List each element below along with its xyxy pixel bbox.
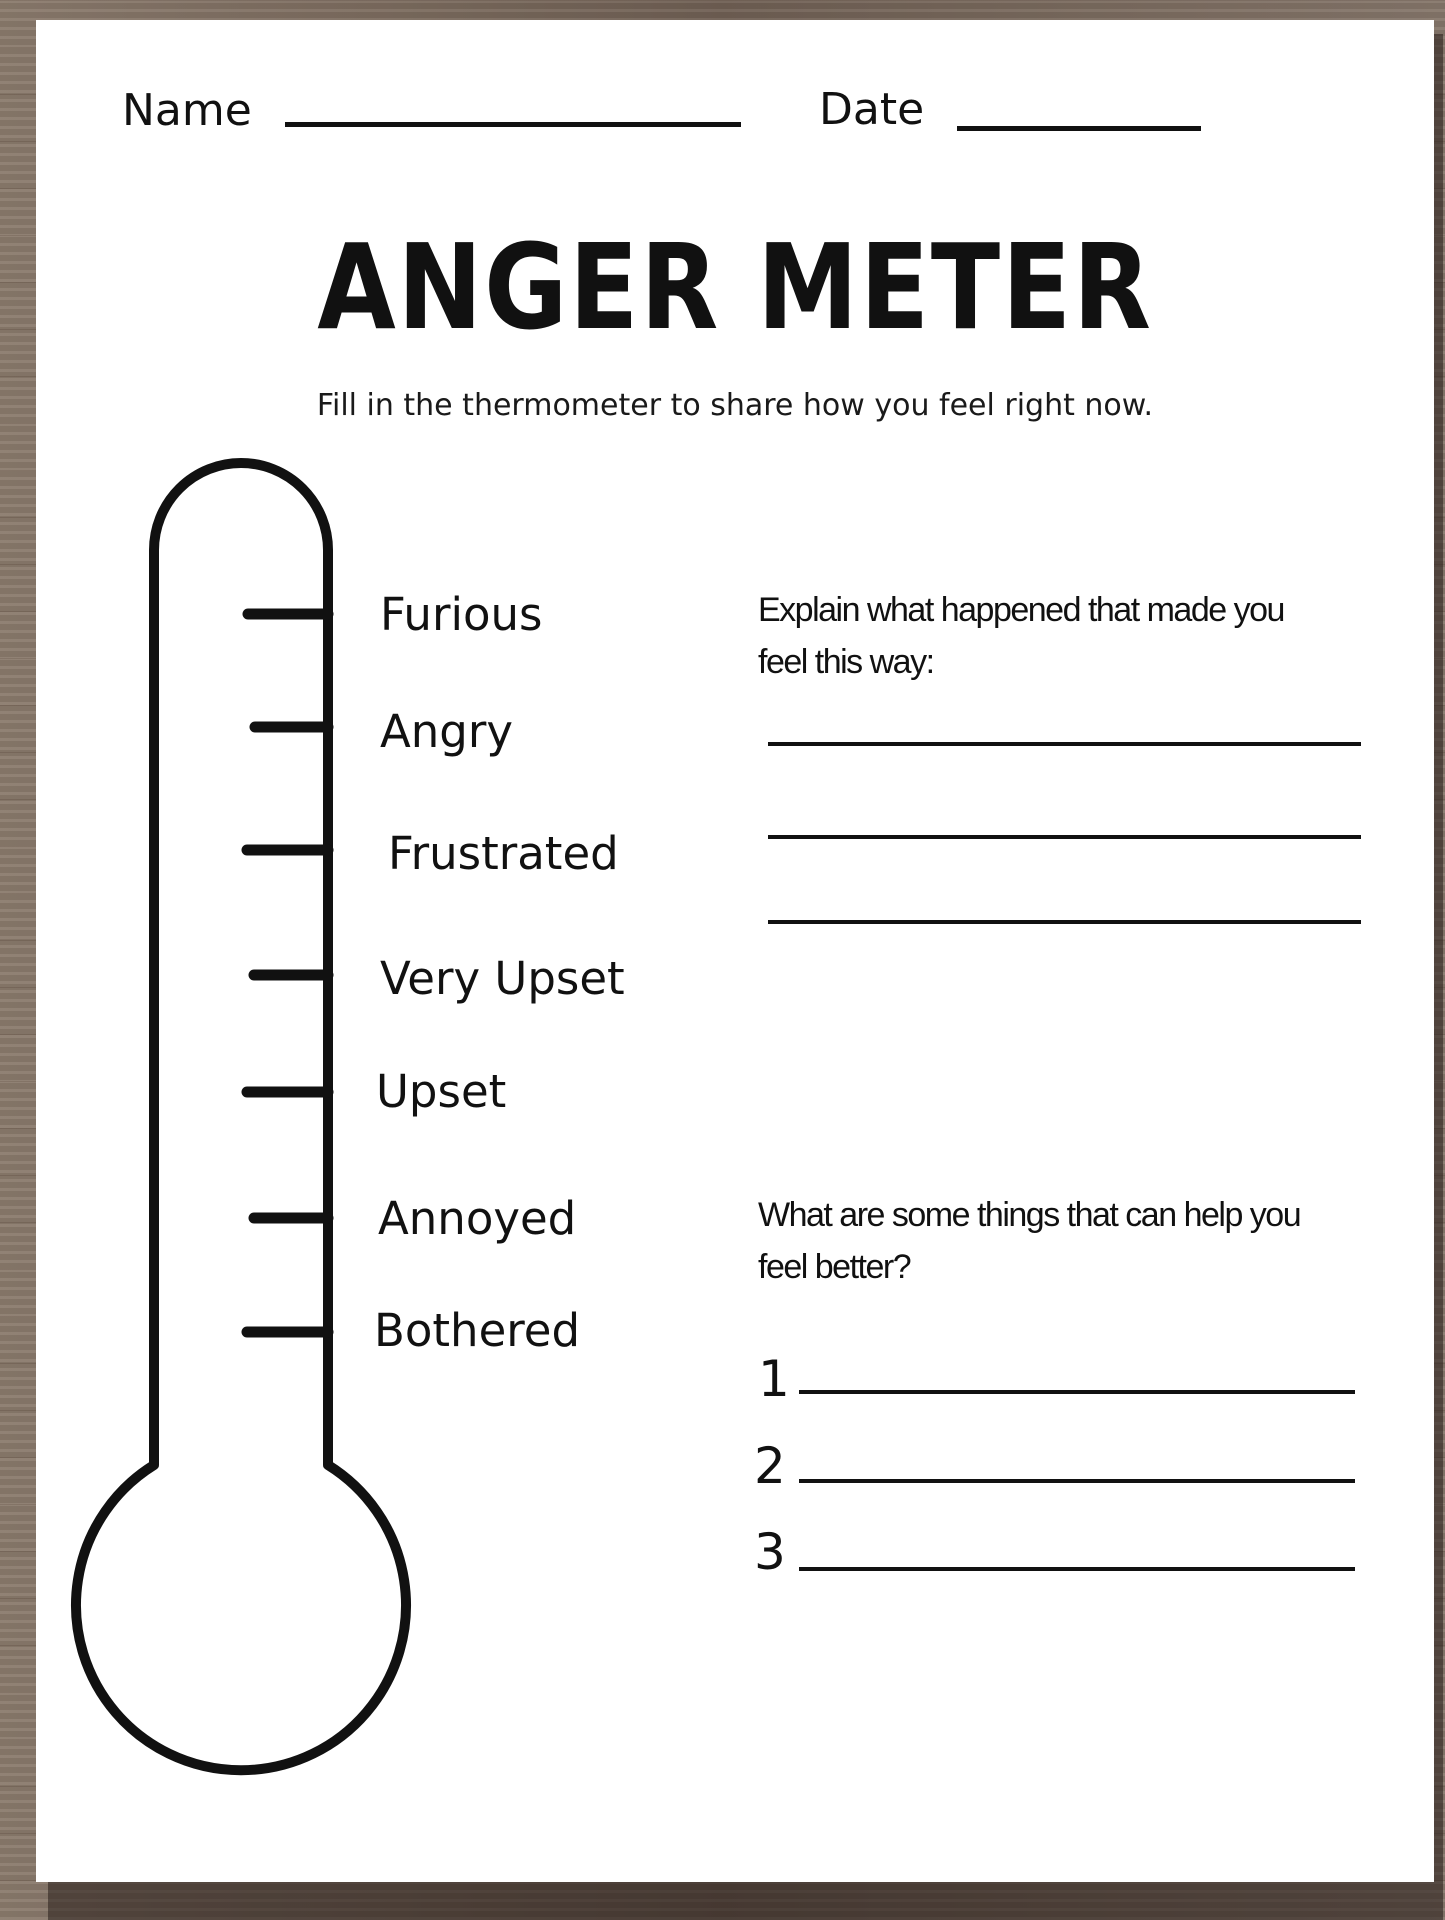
- thermometer-outline[interactable]: [36, 20, 1434, 1882]
- level-label-bothered: Bothered: [374, 1304, 581, 1357]
- question-feel-better-line2: feel better?: [758, 1248, 911, 1286]
- feel-better-line-3[interactable]: [799, 1567, 1355, 1571]
- answer-line-3[interactable]: [768, 920, 1361, 924]
- list-number-3: 3: [754, 1523, 786, 1581]
- level-label-annoyed: Annoyed: [378, 1192, 577, 1245]
- level-label-angry: Angry: [380, 705, 514, 758]
- page-title: ANGER METER: [317, 218, 1153, 356]
- level-label-frustrated: Frustrated: [388, 827, 619, 880]
- question-feel-better-line1: What are some things that can help you: [758, 1196, 1301, 1234]
- answer-line-2[interactable]: [768, 835, 1361, 839]
- question-what-happened-line2: feel this way:: [758, 643, 934, 681]
- level-label-furious: Furious: [380, 588, 543, 641]
- worksheet-page: [36, 20, 1434, 1882]
- level-label-upset: Upset: [376, 1065, 507, 1118]
- instructions-text: Fill in the thermometer to share how you feel right now.: [316, 388, 1154, 423]
- question-what-happened-line1: Explain what happened that made you: [758, 591, 1284, 629]
- date-label: Date: [819, 84, 925, 135]
- feel-better-line-1[interactable]: [799, 1390, 1355, 1394]
- list-number-2: 2: [754, 1437, 786, 1495]
- answer-line-1[interactable]: [768, 742, 1361, 746]
- feel-better-line-2[interactable]: [799, 1479, 1355, 1483]
- question-what-happened: [758, 584, 1398, 688]
- level-label-very-upset: Very Upset: [380, 952, 625, 1005]
- question-feel-better: [758, 1189, 1398, 1293]
- name-label: Name: [122, 85, 252, 136]
- list-number-1: 1: [758, 1350, 790, 1408]
- thermometer-body: [76, 463, 406, 1770]
